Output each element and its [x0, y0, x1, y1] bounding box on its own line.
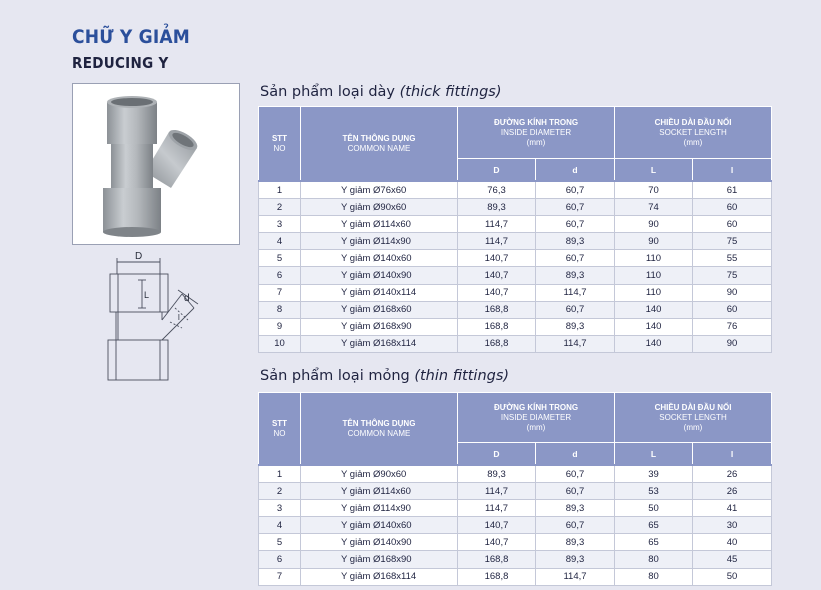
cell-L: 50	[615, 500, 693, 517]
cell-d: 89,3	[536, 500, 615, 517]
cell-l: 75	[693, 233, 772, 250]
cell-L: 140	[615, 318, 693, 335]
table-row	[259, 483, 772, 500]
table-row	[259, 250, 772, 267]
cell-l: 60	[693, 301, 772, 318]
cell-l: 61	[693, 181, 772, 199]
cell-name: Y giảm Ø90x60	[301, 199, 458, 216]
cell-D: 89,3	[458, 465, 536, 483]
col-l: l	[693, 443, 772, 466]
cell-name: Y giảm Ø168x114	[301, 568, 458, 585]
col-inside-diameter: ĐƯỜNG KÍNH TRONG INSIDE DIAMETER (mm)	[458, 107, 615, 159]
table-row	[259, 335, 772, 352]
thick-fittings-table	[258, 106, 772, 353]
cell-d: 60,7	[536, 199, 615, 216]
cell-D: 140,7	[458, 534, 536, 551]
cell-name: Y giảm Ø76x60	[301, 181, 458, 199]
cell-l: 60	[693, 199, 772, 216]
col-inside-diameter: ĐƯỜNG KÍNH TRONG INSIDE DIAMETER (mm)	[458, 393, 615, 443]
col-stt: STT NO	[259, 393, 301, 466]
cell-D: 114,7	[458, 216, 536, 233]
cell-l: 75	[693, 267, 772, 284]
cell-d: 89,3	[536, 318, 615, 335]
cell-l: 90	[693, 284, 772, 301]
cell-d: 60,7	[536, 465, 615, 483]
cell-D: 114,7	[458, 483, 536, 500]
cell-L: 39	[615, 465, 693, 483]
cell-L: 140	[615, 335, 693, 352]
cell-no: 2	[259, 483, 301, 500]
cell-name: Y giảm Ø168x60	[301, 301, 458, 318]
thick-section-title	[260, 84, 502, 100]
cell-name: Y giảm Ø168x90	[301, 318, 458, 335]
col-D: D	[458, 159, 536, 182]
table-row	[259, 551, 772, 568]
cell-no: 7	[259, 568, 301, 585]
table-row	[259, 500, 772, 517]
table-row	[259, 216, 772, 233]
cell-name: Y giảm Ø114x90	[301, 233, 458, 250]
cell-no: 9	[259, 318, 301, 335]
table-row	[259, 233, 772, 250]
cell-D: 140,7	[458, 284, 536, 301]
cell-d: 114,7	[536, 335, 615, 352]
table-row	[259, 301, 772, 318]
dimension-drawing	[102, 248, 202, 388]
cell-name: Y giảm Ø168x90	[301, 551, 458, 568]
cell-name: Y giảm Ø140x60	[301, 517, 458, 534]
cell-no: 3	[259, 500, 301, 517]
cell-no: 2	[259, 199, 301, 216]
reducing-y-illustration	[73, 84, 239, 244]
table-row	[259, 318, 772, 335]
thick-title-vi: Sản phẩm loại dày	[260, 84, 395, 100]
cell-no: 10	[259, 335, 301, 352]
thick-title-en: (thick fittings)	[399, 84, 502, 100]
cell-L: 70	[615, 181, 693, 199]
cell-l: 26	[693, 483, 772, 500]
cell-L: 90	[615, 216, 693, 233]
cell-D: 168,8	[458, 568, 536, 585]
cell-name: Y giảm Ø168x114	[301, 335, 458, 352]
table-row	[259, 568, 772, 585]
cell-L: 110	[615, 284, 693, 301]
thin-title-vi: Sản phẩm loại mỏng	[260, 368, 410, 384]
page-title: CHỮ Y GIẢM	[72, 26, 191, 48]
cell-L: 90	[615, 233, 693, 250]
cell-l: 30	[693, 517, 772, 534]
cell-no: 3	[259, 216, 301, 233]
col-socket-length: CHIỀU DÀI ĐẦU NỐI SOCKET LENGTH (mm)	[615, 107, 772, 159]
table-row	[259, 534, 772, 551]
table-row	[259, 199, 772, 216]
cell-no: 6	[259, 267, 301, 284]
col-d: d	[536, 443, 615, 466]
cell-l: 55	[693, 250, 772, 267]
cell-no: 4	[259, 233, 301, 250]
cell-L: 65	[615, 517, 693, 534]
cell-no: 6	[259, 551, 301, 568]
col-L: L	[615, 159, 693, 182]
cell-L: 80	[615, 568, 693, 585]
cell-no: 1	[259, 465, 301, 483]
cell-l: 50	[693, 568, 772, 585]
cell-no: 4	[259, 517, 301, 534]
cell-D: 168,8	[458, 301, 536, 318]
cell-d: 60,7	[536, 483, 615, 500]
thin-section-title	[260, 368, 509, 384]
cell-l: 90	[693, 335, 772, 352]
cell-l: 76	[693, 318, 772, 335]
col-l: l	[693, 159, 772, 182]
thick-table-body	[259, 181, 772, 352]
cell-D: 168,8	[458, 335, 536, 352]
cell-L: 110	[615, 250, 693, 267]
cell-D: 168,8	[458, 318, 536, 335]
table-row	[259, 517, 772, 534]
col-L: L	[615, 443, 693, 466]
col-stt: STT NO	[259, 107, 301, 182]
cell-D: 114,7	[458, 500, 536, 517]
label-l: l	[178, 313, 180, 322]
cell-d: 60,7	[536, 250, 615, 267]
cell-l: 26	[693, 465, 772, 483]
cell-l: 41	[693, 500, 772, 517]
label-d: d	[184, 293, 190, 304]
col-socket-length: CHIỀU DÀI ĐẦU NỐI SOCKET LENGTH (mm)	[615, 393, 772, 443]
cell-d: 60,7	[536, 517, 615, 534]
col-name: TÊN THÔNG DỤNG COMMON NAME	[301, 107, 458, 182]
cell-name: Y giảm Ø114x60	[301, 216, 458, 233]
cell-D: 168,8	[458, 551, 536, 568]
cell-name: Y giảm Ø114x60	[301, 483, 458, 500]
page-subtitle: REDUCING Y	[72, 54, 169, 72]
cell-d: 89,3	[536, 551, 615, 568]
cell-d: 89,3	[536, 267, 615, 284]
cell-no: 5	[259, 250, 301, 267]
cell-D: 89,3	[458, 199, 536, 216]
cell-d: 114,7	[536, 568, 615, 585]
cell-L: 110	[615, 267, 693, 284]
cell-L: 80	[615, 551, 693, 568]
label-L: L	[144, 290, 150, 300]
cell-name: Y giảm Ø140x114	[301, 284, 458, 301]
cell-name: Y giảm Ø140x60	[301, 250, 458, 267]
label-D: D	[135, 251, 143, 262]
cell-no: 5	[259, 534, 301, 551]
cell-d: 89,3	[536, 233, 615, 250]
cell-d: 89,3	[536, 534, 615, 551]
cell-name: Y giảm Ø90x60	[301, 465, 458, 483]
cell-name: Y giảm Ø114x90	[301, 500, 458, 517]
table-row	[259, 284, 772, 301]
thin-table-body	[259, 465, 772, 585]
table-row	[259, 465, 772, 483]
cell-l: 45	[693, 551, 772, 568]
cell-name: Y giảm Ø140x90	[301, 267, 458, 284]
product-photo	[72, 83, 240, 245]
cell-L: 65	[615, 534, 693, 551]
cell-D: 140,7	[458, 250, 536, 267]
col-name: TÊN THÔNG DỤNG COMMON NAME	[301, 393, 458, 466]
cell-l: 60	[693, 216, 772, 233]
cell-L: 74	[615, 199, 693, 216]
cell-d: 60,7	[536, 181, 615, 199]
cell-no: 7	[259, 284, 301, 301]
table-row	[259, 267, 772, 284]
cell-L: 140	[615, 301, 693, 318]
col-d: d	[536, 159, 615, 182]
cell-D: 140,7	[458, 517, 536, 534]
cell-no: 8	[259, 301, 301, 318]
cell-D: 140,7	[458, 267, 536, 284]
cell-D: 76,3	[458, 181, 536, 199]
cell-d: 60,7	[536, 301, 615, 318]
cell-name: Y giảm Ø140x90	[301, 534, 458, 551]
thin-fittings-table	[258, 392, 772, 586]
cell-d: 60,7	[536, 216, 615, 233]
cell-d: 114,7	[536, 284, 615, 301]
cell-L: 53	[615, 483, 693, 500]
table-row	[259, 181, 772, 199]
cell-l: 40	[693, 534, 772, 551]
thin-title-en: (thin fittings)	[414, 368, 510, 384]
cell-no: 1	[259, 181, 301, 199]
col-D: D	[458, 443, 536, 466]
cell-D: 114,7	[458, 233, 536, 250]
